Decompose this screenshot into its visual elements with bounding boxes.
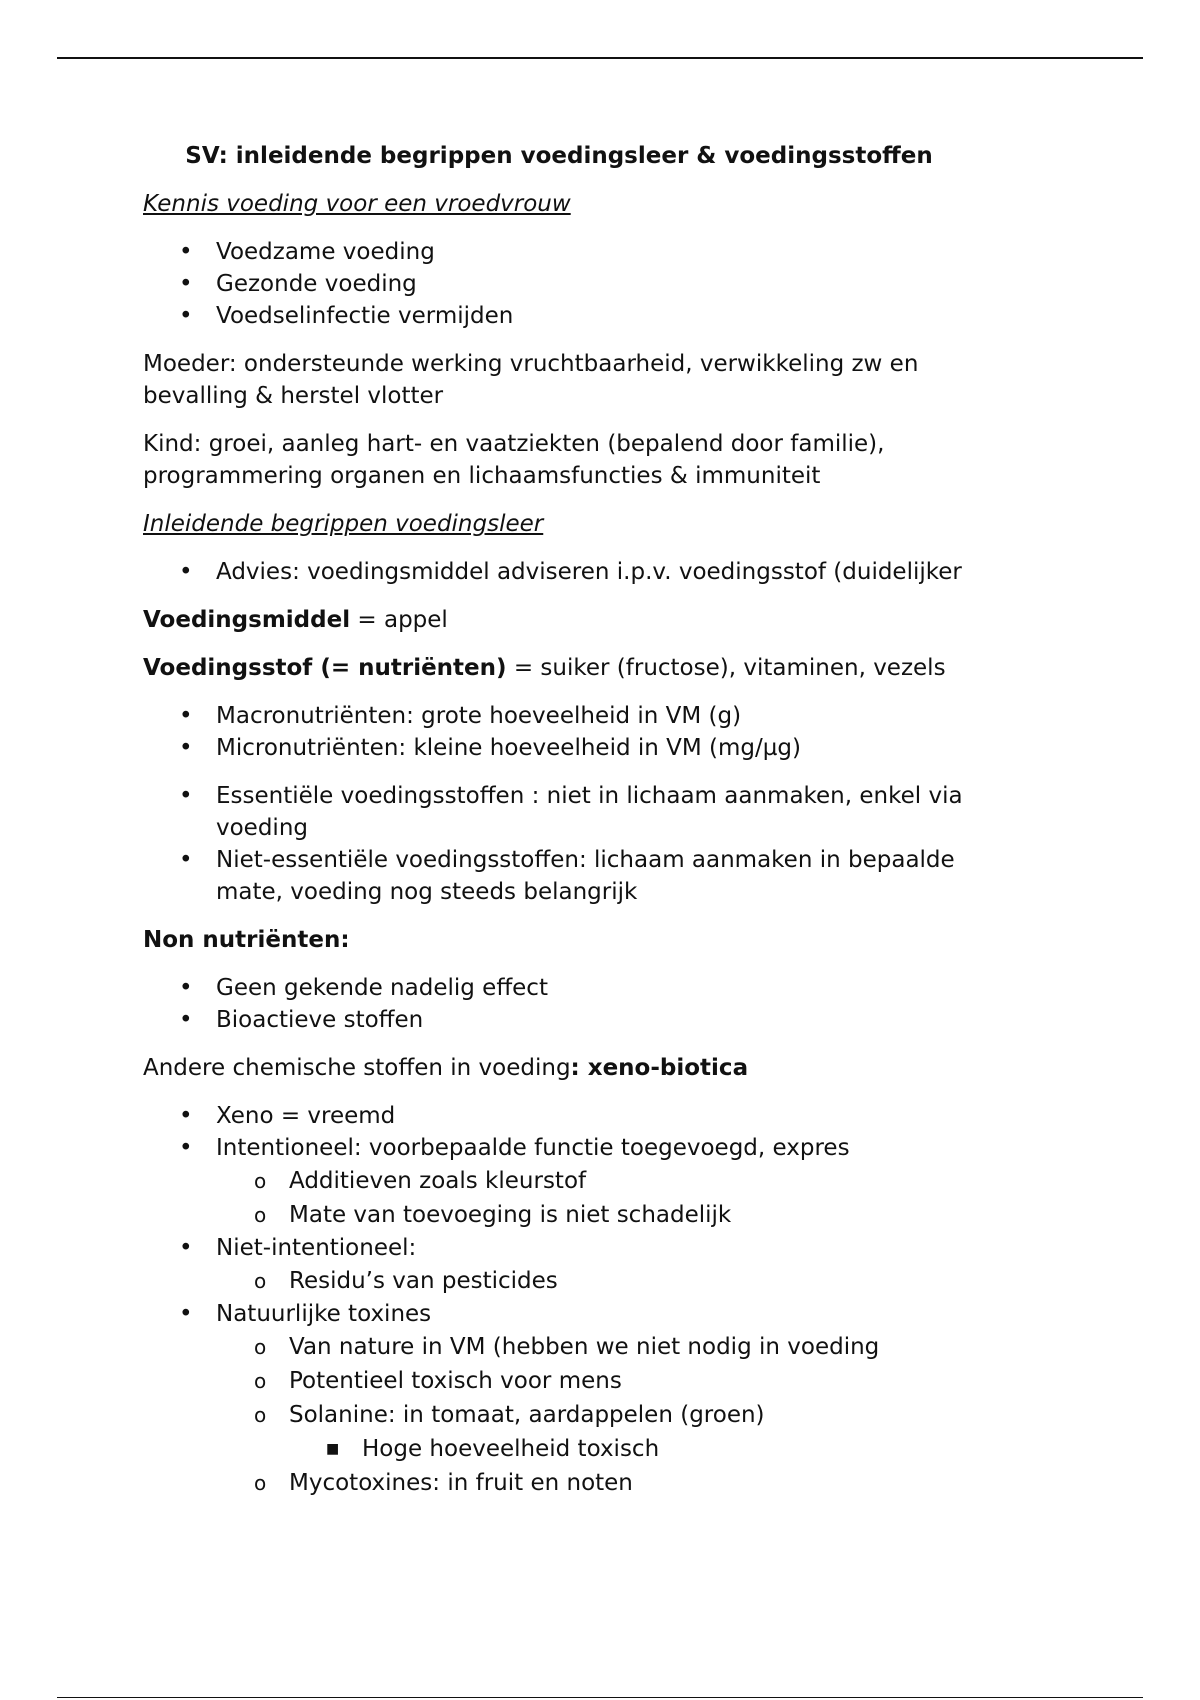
bullet: • <box>179 735 193 761</box>
sub-bullet: o <box>254 1369 267 1393</box>
document-body <box>143 140 1023 1500</box>
non-nutrient-list <box>143 972 1023 1036</box>
paragraph-kind: Kind: groei, aanleg hart- en vaatziekten (bepalend door familie), programmering organen en lichaamsfuncties & immuniteit <box>143 431 885 489</box>
list-item: • Natuurlijke toxines o Van nature in VM (hebben we niet nodig in voeding o Potentieel toxisch voor mens o Solanine: in tomaat, aardappelen (groen) ■ Hoge hoeveelheid toxisch o Mycotoxines: in fruit en noten <box>143 1298 1023 1500</box>
bullet: • <box>179 239 193 265</box>
sub-list-item: o Solanine: in tomaat, aardappelen (groen) ■ Hoge hoeveelheid toxisch <box>216 1398 1023 1466</box>
xeno-list <box>143 1100 1023 1500</box>
section-heading-inleidende: Inleidende begrippen voedingsleer <box>143 511 544 537</box>
list-item: • Niet-essentiële voedingsstoffen: lichaam aanmaken in bepaalde mate, voeding nog steeds belangrijk <box>143 844 1023 908</box>
nutrient-list <box>143 700 1023 764</box>
footer-rule <box>57 1697 1143 1698</box>
list-item: • Macronutriënten: grote hoeveelheid in VM (g) <box>143 700 1023 732</box>
bullet: • <box>179 783 193 809</box>
page-title: SV: inleidende begrippen voedingsleer & voedingsstoffen <box>185 143 933 169</box>
bullet: • <box>179 703 193 729</box>
section-heading-kennis: Kennis voeding voor een vroedvrouw <box>143 191 571 217</box>
kennis-list <box>143 236 1023 332</box>
list-item: • Niet-intentioneel: o Residu’s van pesticides <box>143 1232 1023 1298</box>
list-item: • Voedzame voeding <box>143 236 1023 268</box>
sub-list <box>216 1330 1023 1500</box>
definition-voedingsmiddel: Voedingsmiddel = appel <box>143 607 448 633</box>
list-item: • Essentiële voedingsstoffen : niet in lichaam aanmaken, enkel via voeding <box>143 780 1023 844</box>
bullet: • <box>179 1135 193 1161</box>
bullet: • <box>179 271 193 297</box>
list-item: • Gezonde voeding <box>143 268 1023 300</box>
sub-bullet: o <box>254 1169 267 1193</box>
section-heading-non-nutrienten: Non nutriënten: <box>143 927 350 953</box>
square-bullet: ■ <box>326 1441 340 1457</box>
definition-voedingsstof: Voedingsstof (= nutriënten) = suiker (fructose), vitaminen, vezels <box>143 655 946 681</box>
paragraph-xeno-intro: Andere chemische stoffen in voeding: xeno-biotica <box>143 1055 749 1081</box>
bullet: • <box>179 1235 193 1261</box>
sub-bullet: o <box>254 1335 267 1359</box>
list-item: • Micronutriënten: kleine hoeveelheid in VM (mg/µg) <box>143 732 1023 764</box>
sub-list-item: o Additieven zoals kleurstof <box>216 1164 1023 1198</box>
sub-list <box>216 1164 1023 1232</box>
bullet: • <box>179 1007 193 1033</box>
header-rule <box>57 57 1143 59</box>
sub-bullet: o <box>254 1403 267 1427</box>
list-item: • Bioactieve stoffen <box>143 1004 1023 1036</box>
list-item: • Intentioneel: voorbepaalde functie toegevoegd, expres o Additieven zoals kleurstof o Mate van toevoeging is niet schadelijk <box>143 1132 1023 1232</box>
sub-list-item: o Mate van toevoeging is niet schadelijk <box>216 1198 1023 1232</box>
paragraph-moeder: Moeder: ondersteunde werking vruchtbaarheid, verwikkeling zw en bevalling & herstel vlotter <box>143 351 919 409</box>
sub-sub-list-item: ■ Hoge hoeveelheid toxisch <box>289 1432 1023 1466</box>
bullet: • <box>179 975 193 1001</box>
sub-bullet: o <box>254 1203 267 1227</box>
list-item: • Voedselinfectie vermijden <box>143 300 1023 332</box>
sub-list <box>216 1264 1023 1298</box>
bullet: • <box>179 303 193 329</box>
list-item: • Xeno = vreemd <box>143 1100 1023 1132</box>
sub-bullet: o <box>254 1269 267 1293</box>
bullet: • <box>179 847 193 873</box>
sub-sub-list <box>289 1432 1023 1466</box>
sub-bullet: o <box>254 1471 267 1495</box>
list-item: • Geen gekende nadelig effect <box>143 972 1023 1004</box>
advies-list <box>143 556 1023 588</box>
list-item: • Advies: voedingsmiddel adviseren i.p.v. voedingsstof (duidelijker <box>143 556 1023 588</box>
bullet: • <box>179 1301 193 1327</box>
sub-list-item: o Van nature in VM (hebben we niet nodig in voeding <box>216 1330 1023 1364</box>
bullet: • <box>179 559 193 585</box>
essential-list <box>143 780 1023 908</box>
bullet: • <box>179 1103 193 1129</box>
sub-list-item: o Potentieel toxisch voor mens <box>216 1364 1023 1398</box>
sub-list-item: o Residu’s van pesticides <box>216 1264 1023 1298</box>
sub-list-item: o Mycotoxines: in fruit en noten <box>216 1466 1023 1500</box>
